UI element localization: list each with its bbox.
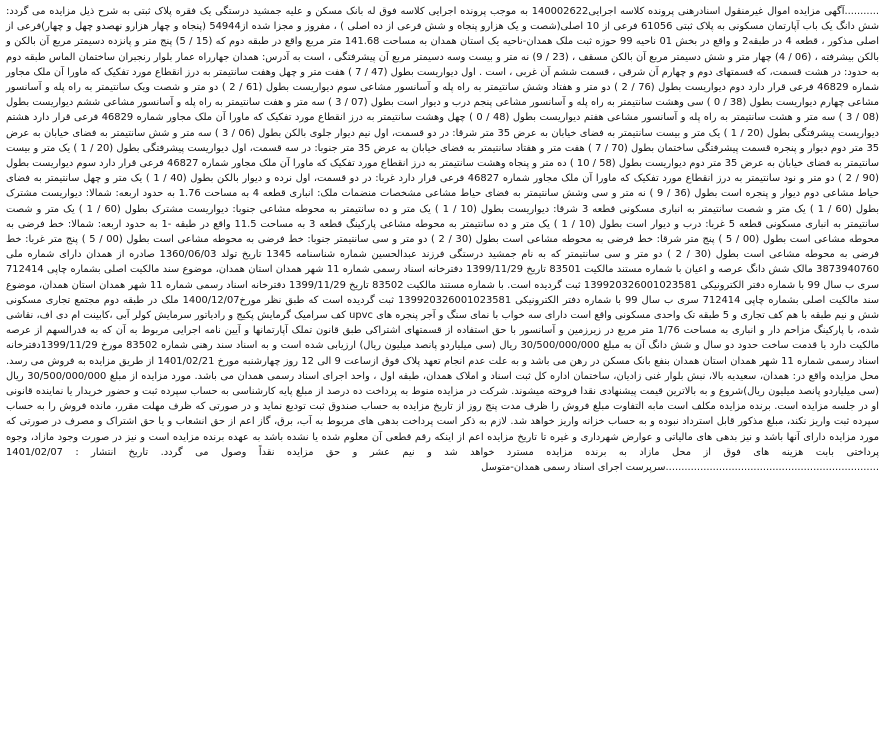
notice-body: ...........آگهی مزایده اموال غیرمنقول اسنادرهنی پرونده کلاسه اجرایی140002622 به موجب پرونده اجرایی کلاسه فوق له بانک مسکن و علیه جمشید درستگی یک فقره پلاک ثبتی به شرح ذیل مزایده می گردد: شش دانگ یک باب آپارتمان مسکونی به پلاک ثبتی 61056 فرعی از 10 اصلی(شصت و یک هزارو پنجاه و شش فرعی از ده اصلی ) ، مفروز و مجزا شده از54944 (پنجاه و چهار هزارو نهصدو چهل و چهار)فرعی از اصلی مذکور ، قطعه 4 در طبقه2 و واقع در بخش 01 ناحیه 99 حوزه ثبت ملک همدان-ناحیه یک استان همدان به مساحت 141.68 متر مربع واقع در طبقه دوم که (15 / 5) پنج متر و پانزده دسیمتر مربع آن بالکن و بالکن بیشرفته ، (06 / 4) چهار متر و شش دسیمتر مربع آن بالکن مسقف ، (23 / 9) نه متر و بیست وسه دسیمتر مربع آن پیشرفتگی ، است به آدرس: همدان جهارراه عمار بلوار رنجبران ساختمان الماس طبقه دوم به حدود: در هشت قسمت، که قسمتهای دوم و چهارم آن شرقی ، قسمت ششم آن غربی ، است . اول دیواریست بطول (47 / 7 ) هفت متر و چهل وهفت سانتیمتر به درز انقطاع مورد تفکیک که ماورا آن ملک مجاور شماره 46829 فرعی قرار دارد دوم دیواریست بطول (76 / 2 ) دو متر و هفتاد وشش سانتیمتر به راه پله و آسانسور مشاعی سوم دیواریست بطول (61 / 2 ) دو متر و شصت ویک سانتیمتر به راه پله و آسانسور مشاعی چهارم دیواریست بطول (38 / 0 ) سی وهشت سانتیمتر به راه پله و آسانسور مشاعی پنجم درب و دیوار است بطول (07 / 3 ) سه متر و هفت سانتیمتر به راه پله و آسانسور مشاعی ششم دیواریست بطول (08 / 3 ) سه متر و هشت سانتیمتر به راه پله و آسانسور مشاعی هفتم دیواریست بطول (48 / 0 ) چهل وهشت سانتیمتر به درز انقطاع مورد تفکیک که ماورا آن ملک مجاور شماره 46829 فرعی قرار دارد هشتم دیواریست پیشرفتگی بطول (20 / 1 ) یک متر و بیست سانتیمتر به فضای خیابان به عرض 35 متر شرقا: در دو قسمت، اول نیم دیوار جلوی بالکن بطول (06 / 3 ) سه متر و شش سانتیمتر به فضای خیابان به عرض 35 متر دوم دیوار و پنجره قسمت پیشرفتگی ساختمان بطول (70 / 7 ) هفت متر و هفتاد سانتیمتر به فضای خیابان به عرض 35 متر جنوبا: در سه قسمت، اول دیواریست پیشرفتگی بطول (20 / 1 ) یک متر و بیست سانتیمتر به فضای خیابان به عرض 35 متر دوم دیواریست بطول (58 / 10 ) ده متر و پنجاه وهشت سانتیمتر به درز انقطاع مورد تفکیک که ماورا آن ملک مجاور شماره 46827 فرعی قرار دارد سوم دیواریست بطول (90 / 2 ) دو متر و نود سانتیمتر به درز انقطاع مورد تفکیک که ماورا آن ملک مجاور شماره 46827 فرعی قرار دارد غربا: در دو قسمت، اول نرده و دیوار بالکن بطول (40 / 1 ) یک متر و چهل سانتیمتر به فضای حیاط مشاعی دوم دیوار و پنجره است بطول (36 / 9 ) نه متر و سی وشش سانتیمتر به فضای حیاط مشاعی مشخصات منضمات ملک: انباری قطعه 4 به مساحت 1.76 به حدود اربعه: شمالا: دیواریست مشترک بطول (60 / 1 ) یک متر و شصت سانتیمتر به انباری مسکونی قطعه 3 شرقا: دیواریست بطول (10 / 1 ) یک متر و ده سانتیمتر به محوطه مشاعی جنوبا: دیواریست مشترک بطول (60 / 1 ) یک متر و شصت سانتیمتر به انباری مسکونی قطعه 5 غربا: درب و دیوار است بطول (10 / 1 ) یک متر و ده سانتیمتر به محوطه مشاعی پارکینگ قطعه 3 به مساحت 11.5 واقع در طبقه -1 به حدود اربعه: شمالا: خط فرضی به محوطه مشاعی است بطول (00 / 5 ) پنج متر شرقا: خط فرضی به محوطه مشاعی است بطول (30 / 2 ) دو متر و سی سانتیمتر جنوبا: خط فرضی به محوطه مشاعی است بطول (00 / 5 ) پنج متر غربا: خط فرضی به محوطه مشاعی است بطول (30 / 2 ) دو متر و سی سانتیمتر که به نام جمشید درستگی فرزند عبدالحسین شماره شناسنامه 1345 تاریخ تولد 1360/06/03 صادره از همدان دارای شماره ملی 3873940760 مالک شش دانگ عرصه و اعیان با شماره مستند مالکیت 83501 تاریخ 1399/11/29 دفترخانه اسناد رسمی شماره 11 شهر همدان استان همدان، موضوع سند مالکیت اصلی بشماره چاپی 712414 سری ب سال 99 با شماره دفتر الکترونیکی 139920326001023581 ثبت گردیده است. با شماره مستند مالکیت 83502 تاریخ 1399/11/29 دفترخانه اسناد رسمی شماره 11 شهر همدان استان همدان، موضوع سند مالکیت اصلی بشماره چاپی 712414 سری ب سال 99 با شماره دفتر الکترونیکی 139920326001023581 ثبت گردیده است که طبق نظر مورخ1400/12/07 ملک در طبقه دوم مجتمع تجاری مسکونی شش و نیم طبقه با هم کف تجاری و 5 طبقه تک واحدی مسکونی واقع است دارای سه خواب با نمای سنگ و آجر پنجره های upvc کف سرامیک گرمایش پکیج و رادیاتور سرمایش کولر آبی ،کابینت ام دی اف، نقاشی شده، با پارکینگ مزاحم دار و انباری به مساحت 1/76 متر مربع در زیرزمین و آسانسور با حق استفاده از قسمتهای اشتراکی طبق قانون تملک آپارتمانها و آیین نامه اجرایی مربوط به آن که به قدرالسهم از عرصه مالکیت دارد با قدمت ساخت حدود دو سال و شش دانگ آن به مبلغ 30/500/000/000 ریال (سی میلیاردو پانصد میلیون ریال) ارزیابی شده است و به اسناد سند رهنی شماره 83502 مورخ 1399/11/29دفترخانه اسناد رسمی شماره 11 شهر همدان استان همدان بنفع بانک مسکن در رهن می باشد و به علت عدم انجام تعهد پلاک فوق ازساعت 9 الی 12 روز چهارشنبه مورخ 1401/02/21 از طریق مزایده به فروش می رسد. محل مزایده واقع در: همدان، سعیدیه بالا، نبش بلوار غنی زادیان، ساختمان اداره کل ثبت اسناد و املاک همدان، طبقه اول ، واحد اجرای اسناد رسمی همدان می باشد. مورد مزایده از مبلغ 30/500/000/000 ریال (سی میلیاردو پانصد میلیون ریال)شروع و به بالاترین قیمت پیشنهادی نقدا فروخته میشوند. شرکت در مزایده منوط به پرداخت ده درصد از مبلغ پایه کارشناسی به حساب سپرده ثبت و حضور خریدار یا نماینده قانونی او در جلسه مزایده است. برنده مزایده مکلف است مابه التفاوت مبلغ فروش را ظرف مدت پنج روز از تاریخ مزایده به حساب صندوق ثبت تودیع نماید و در صورتی که ظرف مهلت مقرر، مانده فروش را به حساب سپرده ثبت واریز نکند، مبلغ مذکور قابل استرداد نبوده و به حساب خزانه واریز خواهد شد. لازم به ذکر است پرداخت بدهی های مربوط به آب، برق، گاز اعم از حق انشعاب و یا حق اشتراک و مصرف در صورتی که مورد مزایده دارای آنها باشد و نیز بدهی های مالیاتی و عوارض شهرداری و غیره تا تاریخ مزایده اعم از اینکه رقم قطعی آن معلوم شده یا نشده باشد به عهده برنده مزایده است و نیز در صورت وجود مازاد، وجوه پرداختی بابت هزینه های فوق از محل مازاد به برنده مزایده مسترد خواهد شد و نیم عشر و حق مزایده نقداً وصول می گردد. تاریخ انتشار : 1401/02/07 ....................................................................سرپرست اجرای اسناد رسمی همدان-متوسل [6, 6, 880, 474]
